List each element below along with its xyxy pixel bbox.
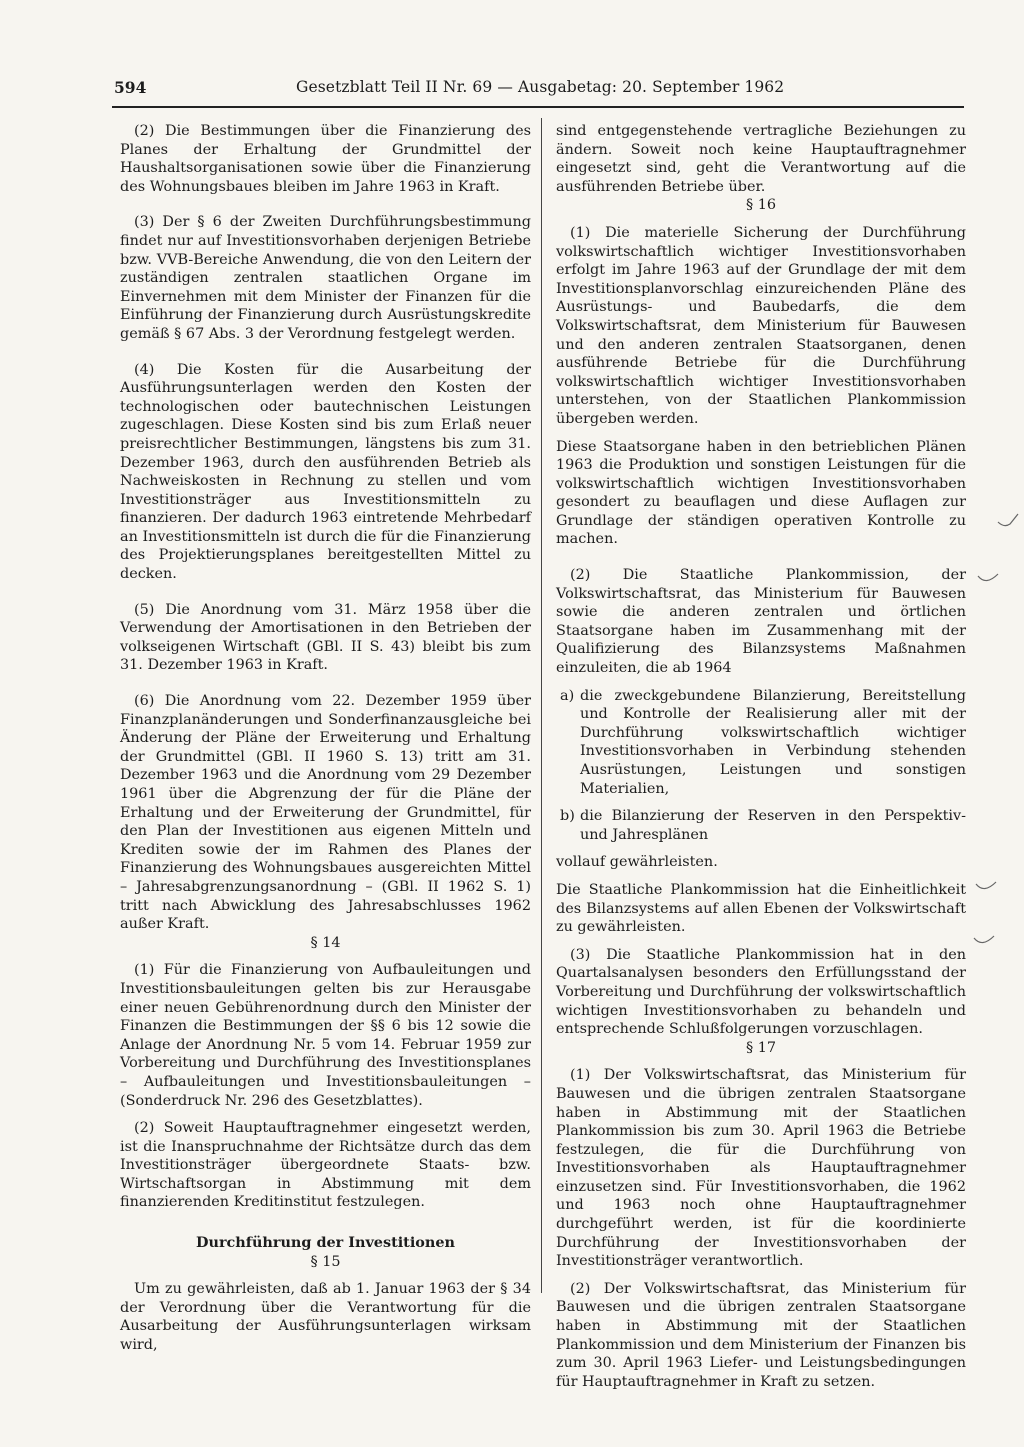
paragraph-13-2: (2) Die Bestimmungen über die Finanzierung des Planes der Erhaltung der Grundmittel der Haushaltsorganisationen sowie über die Finanzierung des Wohnungsbaues bleiben im Jahre 1963 in Kraft. [120, 123, 531, 195]
list-marker-b: b) [560, 808, 575, 825]
paragraph-13-5: (5) Die Anordnung vom 31. März 1958 über die Verwendung der Amortisationen in den Betrieben der volkseigenen Wirtschaft (GBl. II S. 43) bleibt bis zum 31. Dezember 1963 in Kraft. [120, 601, 531, 674]
paragraph-14-1: (1) Für die Finanzierung von Aufbauleitungen und Investitionsbauleitungen gelten bis zur Herausgabe einer neuen Gebührenordnung durch den Minister der Finanzen die Bestimmungen der §§ 6 bis 12 sowie die Anlage der Anordnung Nr. 5 vom 14. Februar 1959 zur Vorbereitung und Durchführung des Investitionsplanes – Aufbauleitungen und Investitionsbauleitungen – (Sonderdruck Nr. 296 des Gesetzblattes). [120, 962, 531, 1109]
paragraph-14-2: (2) Soweit Hauptauftragnehmer eingesetzt werden, ist die Inanspruchnahme der Richtsätze durch das dem Investitionsträger übergeordnete Staats- bzw. Wirtschaftsorgan in Abstimmung mit dem finanzierenden Kreditinstitut festzulegen. [120, 1120, 531, 1211]
list-item-a [556, 687, 966, 799]
margin-check-mark-icon [996, 512, 1020, 532]
paragraph-13-6: (6) Die Anordnung vom 22. Dezember 1959 über Finanzplanänderungen und Sonderfinanzausgleiche bei Änderung der Pläne der Erweiterung und Erhaltung der Grundmittel (GBl. II 1960 S. 13) tritt am 31. Dezember 1963 und die Anordnung vom 29 Dezember 1961 über die Abgrenzung der für die Pläne der Erhaltung und der Erweiterung der Grundmittel, für den Plan der Investitionen aus eigenen Mitteln und Krediten sowie der im Rahmen des Planes der Finanzierung des Wohnungsbaues ausgereichten Mittel – Jahresabgrenzungsanordnung – (GBl. II 1962 S. 1) tritt nach Abwicklung des Jahresabschlusses 1962 außer Kraft. [120, 693, 531, 933]
list-marker-a: a) [560, 687, 575, 704]
paragraph-13-4: (4) Die Kosten für die Ausarbeitung der Ausführungsunterlagen werden den Kosten der technologischen oder bautechnischen Leistungen zugeschlagen. Diese Kosten sind bis zum Erlaß neuer preisrechtlicher Bestimmungen, längstens bis zum 31. Dezember 1963, durch den ausführenden Betrieb als Nachweiskosten in Rechnung zu stellen und vom Investitionsträger aus Investitionsmitteln zu finanzieren. Der dadurch 1963 eintretende Mehrbedarf an Investitionsmitteln ist durch die für die Finanzierung des Projektierungsplanes bereitgestellten Mittel zu decken. [120, 361, 531, 583]
section-heading-15: § 15 [310, 1253, 341, 1270]
list-text-b: die Bilanzierung der Reserven in den Perspektiv- und Jahresplänen [580, 808, 966, 843]
paragraph-17-2: (2) Der Volkswirtschaftsrat, das Ministerium für Bauwesen und die übrigen zentralen Staatsorgane haben in Abstimmung mit der Staatlichen Plankommission und dem Ministerium der Finanzen bis zum 30. April 1963 Liefer- und Leistungsbedingungen für Hauptauftragnehmer in Kraft zu setzen. [556, 1280, 966, 1390]
margin-check-mark-icon [976, 568, 1000, 588]
running-head: Gesetzblatt Teil II Nr. 69 — Ausgabetag: 20. September 1962 [296, 78, 785, 96]
paragraph-13-3: (3) Der § 6 der Zweiten Durchführungsbestimmung findet nur auf Investitionsvorhaben derjenigen Betriebe bzw. VVB-Bereiche Anwendung, die von den Leitern der zuständigen zentralen staatlichen Organe im Einvernehmen mit dem Minister der Finanzen für die Einführung der Finanzierung durch Ausrüstungskredite gemäß § 67 Abs. 3 der Verordnung festgelegt werden. [120, 214, 531, 342]
left-column [120, 122, 531, 1355]
margin-check-mark-icon [974, 876, 998, 896]
list-text-a: die zweckgebundene Bilanzierung, Bereitstellung und Kontrolle der Realisierung aller mit der Durchführung volkswirtschaftlich wichtiger Investitionsvorhaben in Verbindung stehenden Ausrüstungen, Leistungen und sonstigen Materialien, [580, 687, 966, 797]
page-number: 594 [114, 78, 147, 97]
right-column [556, 122, 966, 1391]
paragraph-16-1b: Diese Staatsorgane haben in den betrieblichen Plänen 1963 die Produktion und sonstigen Leistungen für die volkswirtschaftlich wichtigen Investitionsvorhaben gesondert zu beauflagen und diese Auflagen zur Grundlage der ständigen operativen Kontrolle zu machen. [556, 438, 966, 548]
page-header [112, 76, 964, 108]
section-heading-17: § 17 [745, 1039, 777, 1056]
subheading-durchfuehrung: Durchführung der Investitionen [196, 1234, 455, 1252]
paragraph-16-2b: Die Staatliche Plankommission hat die Einheitlichkeit des Bilanzsystems auf allen Ebenen der Volkswirtschaft zu gewährleisten. [556, 881, 966, 936]
section-heading-16: § 16 [745, 197, 777, 214]
list-tail: vollauf gewährleisten. [556, 854, 718, 871]
paragraph-15-continued: sind entgegenstehende vertragliche Beziehungen zu ändern. Soweit noch keine Hauptauftragnehmer eingesetzt sind, geht die Verantwortung auf die ausführenden Betriebe über. [556, 123, 966, 195]
paragraph-16-3: (3) Die Staatliche Plankommission hat in den Quartalsanalysen besonders den Erfüllungsstand der Vorbereitung und Durchführung der volkswirtschaftlich wichtigen Investitionsvorhaben zu behandeln und entsprechende Schlußfolgerungen vorzuschlagen. [556, 946, 966, 1038]
paragraph-16-1: (1) Die materielle Sicherung der Durchführung volkswirtschaftlich wichtiger Investitionsvorhaben erfolgt im Jahre 1963 auf der Grundlage der mit dem Investitionsplanvorschlag einzureichenden Pläne des Ausrüstungs- und Baubedarfs, die dem Volkswirtschaftsrat, dem Ministerium für Bauwesen und den anderen zentralen Staatsorganen, denen ausführende Betriebe für die Durchführung volkswirtschaftlich wichtiger Investitionsvorhaben unterstehen, von der Staatlichen Plankommission übergeben werden. [556, 224, 966, 427]
column-divider [541, 118, 542, 1293]
list-item-b [556, 807, 966, 844]
paragraph-17-1: (1) Der Volkswirtschaftsrat, das Ministerium für Bauwesen und die übrigen zentralen Staatsorgane haben in Abstimmung mit der Staatlichen Plankommission bis zum 30. April 1963 die Betriebe festzulegen, die für die Durchführung von Investitionsvorhaben als Hauptauftragnehmer einzusetzen sind. Für Investitionsvorhaben, die 1962 und 1963 noch ohne Hauptauftragnehmer durchgeführt werden, ist für die koordinierte Durchführung der Investitionsvorhaben der Investitionsträger verantwortlich. [556, 1067, 966, 1270]
section-heading-14: § 14 [310, 934, 341, 951]
paragraph-15-1: Um zu gewährleisten, daß ab 1. Januar 1963 der § 34 der Verordnung über die Verantwortung für die Ausarbeitung der Ausführungsunterlagen wirksam wird, [120, 1281, 531, 1354]
paragraph-16-2: (2) Die Staatliche Plankommission, der Volkswirtschaftsrat, das Ministerium für Bauwesen sowie die anderen zentralen und örtlichen Staatsorgane haben im Zusammenhang mit der Qualifizierung des Bilanzsystems Maßnahmen einzuleiten, die ab 1964 [556, 567, 966, 677]
margin-check-mark-icon [972, 930, 996, 950]
